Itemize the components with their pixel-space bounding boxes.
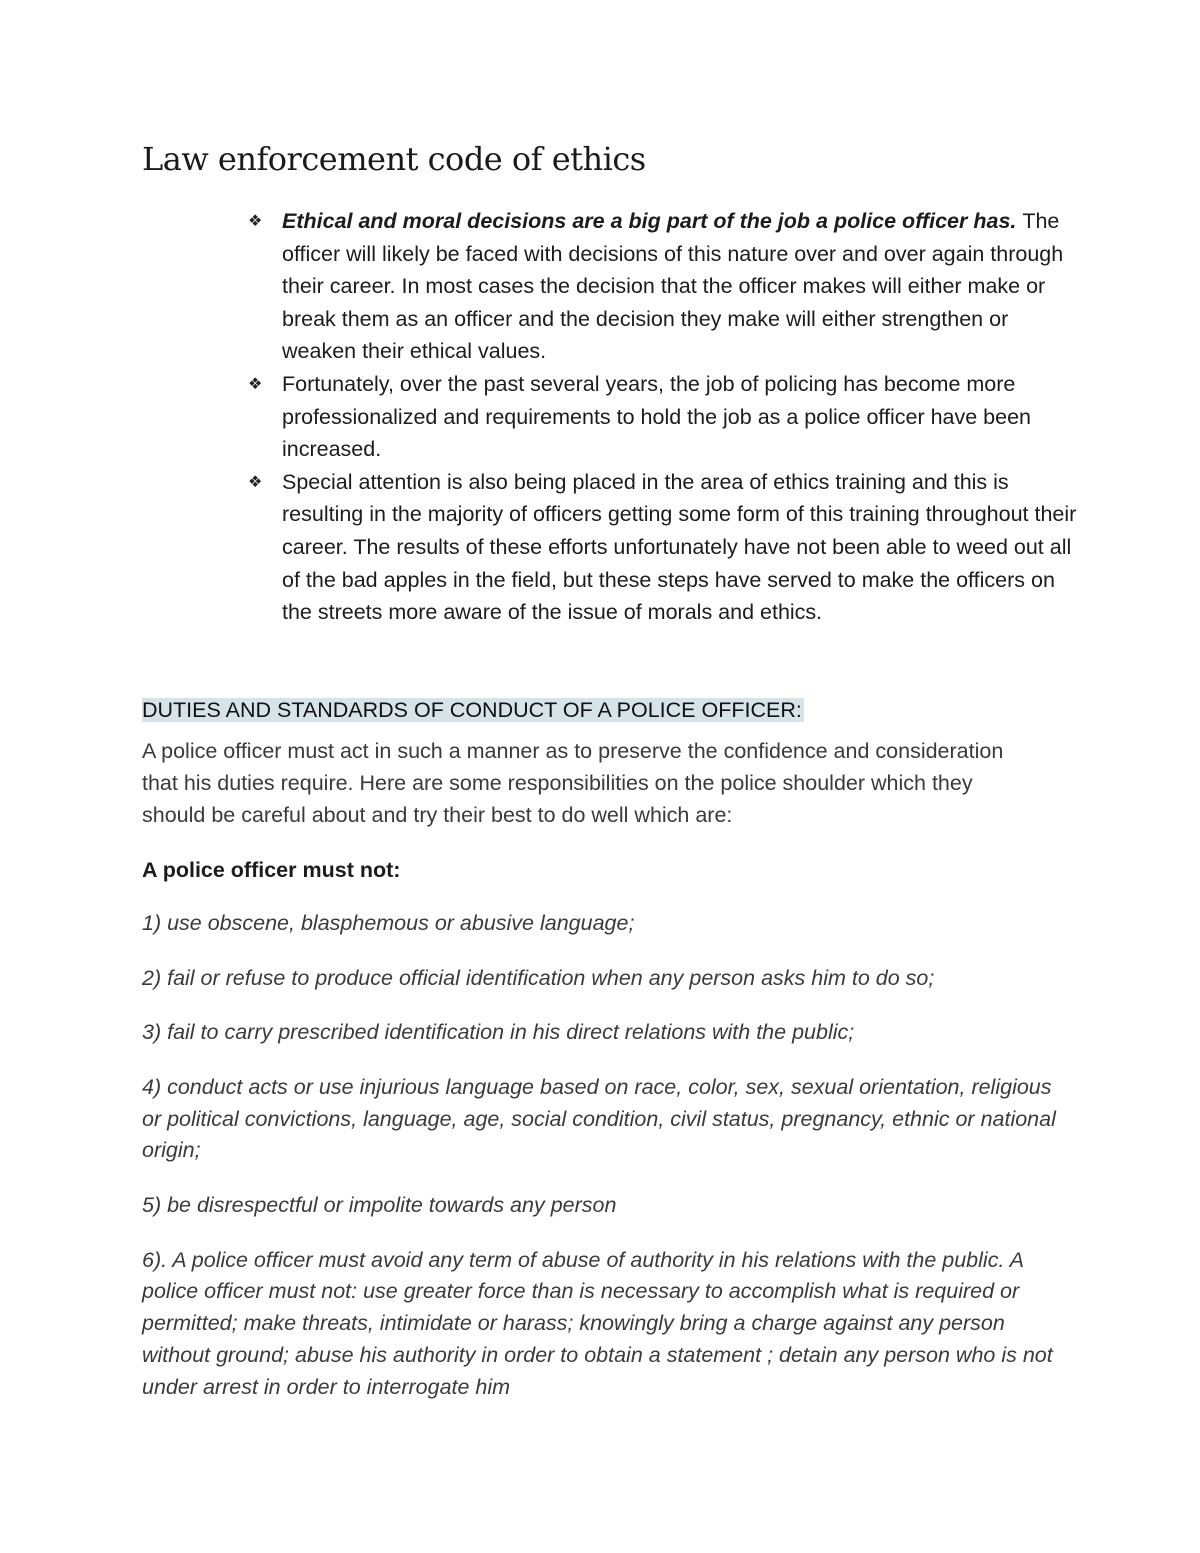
rule-item: 4) conduct acts or use injurious language based on race, color, sex, sexual orientation, religious or political convictions, language, age, social condition, civil status, pregnancy, ethnic or national origin; <box>142 1074 1056 1163</box>
list-item <box>248 466 1078 629</box>
list-item <box>248 205 1078 368</box>
must-not-heading: A police officer must not: <box>142 858 401 882</box>
rule-item: 6). A police officer must avoid any term of abuse of authority in his relations with the public. A police officer must not: use greater force than is necessary to accomplish what is required or permitted; make threats, intimidate or harass; knowingly bring a charge against any person without ground; abuse his authority in order to obtain a statement ; detain any person who is not under arrest in order to interrogate him <box>142 1247 1053 1399</box>
diamond-bullet-icon: ❖ <box>248 373 263 393</box>
conduct-rules-list <box>142 908 1062 1426</box>
section-heading <box>142 696 804 724</box>
bullet-text: The officer will likely be faced with decisions of this nature over and over again through their career. In most cases the decision that the officer makes will either make or break them as an officer and the decision they make will either strengthen or weaken their ethical values. <box>282 209 1064 364</box>
bullet-text: Special attention is also being placed in the area of ethics training and this is resulting in the majority of officers getting some form of this training throughout their career. The results of these efforts unfortunately have not been able to weed out all of the bad apples in the field, but these steps have served to make the officers on the streets more aware of the issue of morals and ethics. <box>282 469 1077 625</box>
diamond-bullet-icon: ❖ <box>248 211 263 230</box>
section-heading-highlight: DUTIES AND STANDARDS OF CONDUCT OF A POLICE OFFICER: <box>142 698 802 722</box>
bullet-text: Fortunately, over the past several years, the job of policing has become more professionalized and requirements to hold the job as a police officer have been increased. <box>282 371 1032 462</box>
rule-item: 5) be disrespectful or impolite towards any person <box>142 1192 617 1217</box>
diamond-bullet-icon: ❖ <box>248 471 263 491</box>
ethics-bullet-list <box>248 205 1078 629</box>
rule-item: 2) fail or refuse to produce official identification when any person asks him to do so; <box>142 965 935 990</box>
section-intro-paragraph: A police officer must act in such a manner as to preserve the confidence and consideration that his duties require. Here are some responsibilities on the police shoulder which they should be careful about and try their best to do well which are: <box>142 739 1004 827</box>
rule-item: 1) use obscene, blasphemous or abusive language; <box>142 911 635 935</box>
list-item <box>248 368 1078 466</box>
rule-item: 3) fail to carry prescribed identification in his direct relations with the public; <box>142 1020 855 1045</box>
page-title: Law enforcement code of ethics <box>142 140 646 178</box>
bullet-lead-text: Ethical and moral decisions are a big part of the job a police officer has. <box>282 209 1023 233</box>
